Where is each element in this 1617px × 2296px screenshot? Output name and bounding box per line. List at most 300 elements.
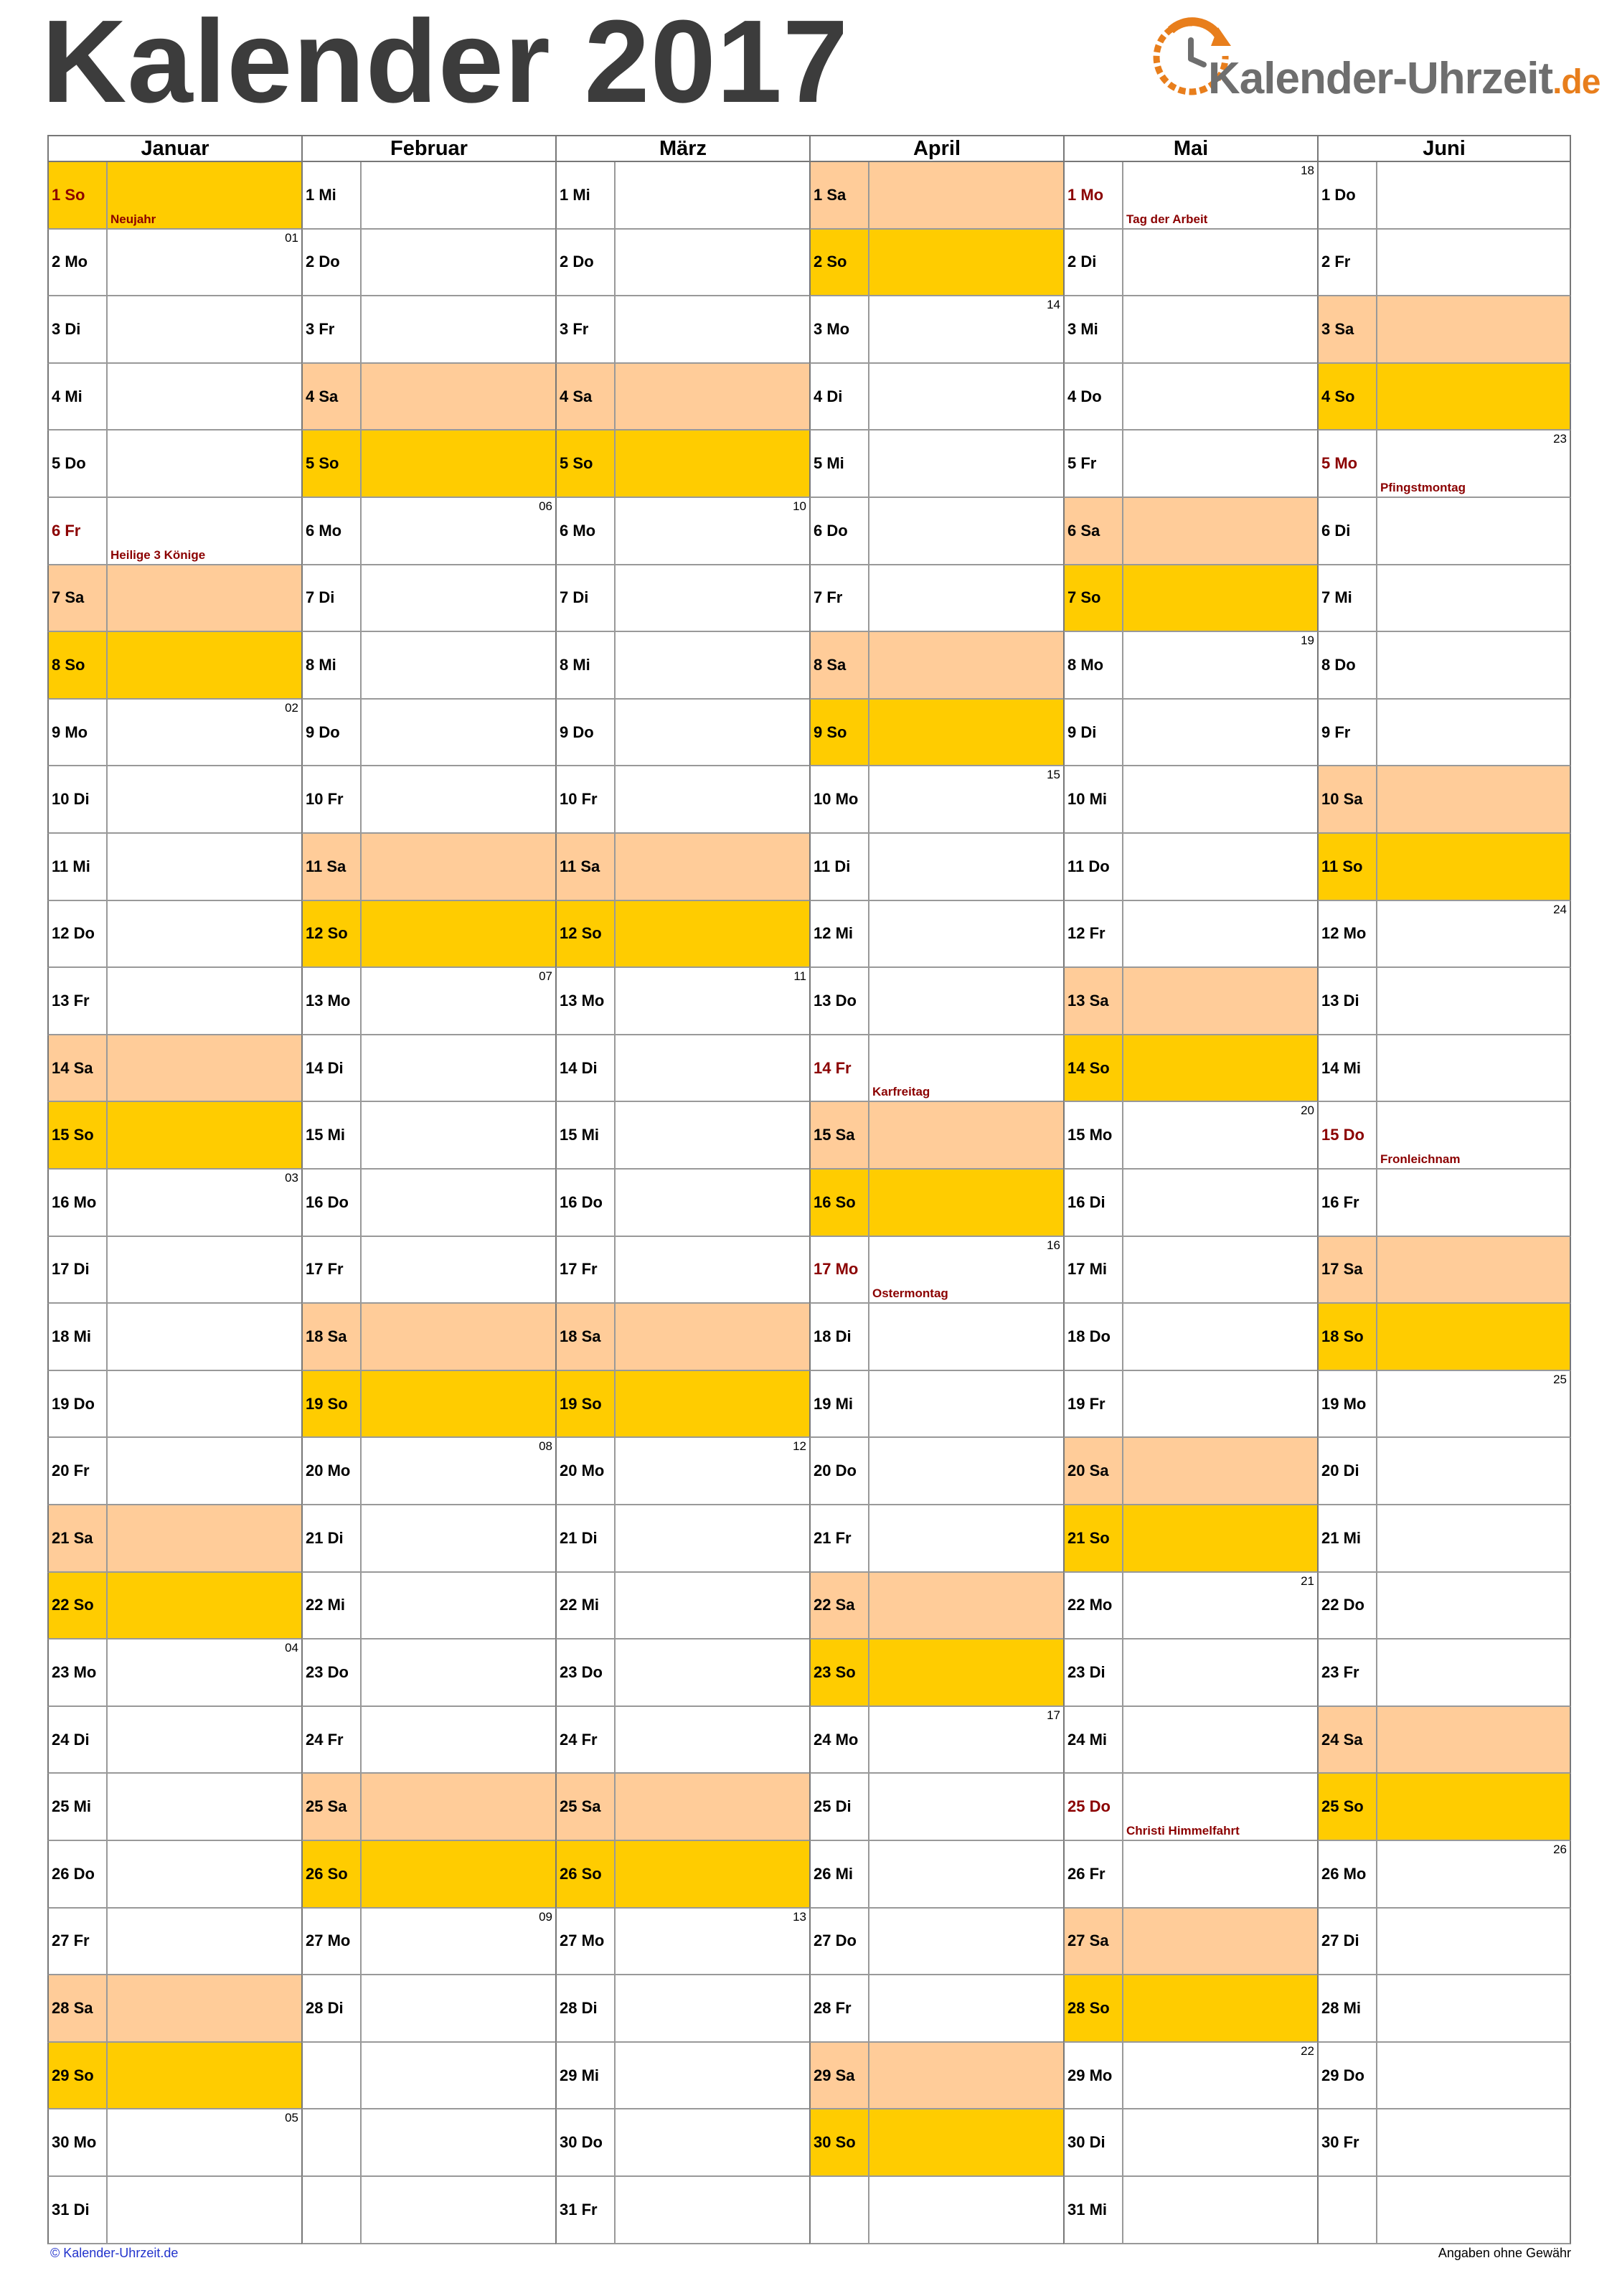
day-label: 6 Sa — [1065, 498, 1123, 564]
day-notes — [616, 1975, 809, 2041]
day-cell[interactable] — [555, 1909, 809, 1976]
day-label: 12 So — [557, 901, 616, 967]
day-label: 14 Di — [303, 1035, 362, 1101]
day-notes — [1123, 1304, 1317, 1370]
day-cell[interactable] — [555, 1639, 809, 1707]
day-cell[interactable] — [1063, 901, 1317, 969]
day-cell[interactable] — [1317, 2177, 1571, 2244]
week-number: 20 — [1301, 1104, 1314, 1118]
day-label: 15 Do — [1319, 1102, 1377, 1168]
day-label: 18 So — [1319, 1304, 1377, 1370]
day-label: 10 Mi — [1065, 766, 1123, 832]
day-notes — [108, 1639, 301, 1705]
day-cell[interactable] — [1063, 1573, 1317, 1640]
day-cell[interactable] — [47, 901, 301, 969]
day-label: 2 Do — [303, 230, 362, 296]
day-cell[interactable] — [1317, 1035, 1571, 1103]
day-cell[interactable] — [1063, 1975, 1317, 2043]
day-cell[interactable] — [47, 700, 301, 767]
day-cell[interactable] — [1063, 632, 1317, 700]
day-cell[interactable] — [555, 296, 809, 364]
day-cell[interactable] — [555, 1774, 809, 1841]
day-notes — [616, 1438, 809, 1504]
day-label: 23 Di — [1065, 1639, 1123, 1705]
day-cell[interactable] — [1063, 1035, 1317, 1103]
day-notes — [869, 364, 1063, 430]
day-cell[interactable] — [1063, 700, 1317, 767]
day-cell[interactable] — [555, 632, 809, 700]
day-cell[interactable] — [1063, 1170, 1317, 1237]
day-notes — [1377, 364, 1570, 430]
day-cell[interactable] — [301, 834, 555, 901]
day-label — [1319, 2177, 1377, 2243]
day-cell[interactable] — [301, 1573, 555, 1640]
day-cell[interactable] — [47, 1774, 301, 1841]
day-cell[interactable] — [301, 1639, 555, 1707]
day-cell[interactable] — [47, 2043, 301, 2110]
day-cell[interactable] — [1317, 968, 1571, 1035]
day-cell[interactable] — [301, 968, 555, 1035]
day-cell[interactable] — [1317, 1505, 1571, 1573]
day-cell[interactable] — [809, 1975, 1063, 2043]
day-cell[interactable] — [809, 1639, 1063, 1707]
day-cell[interactable] — [47, 1102, 301, 1170]
day-cell[interactable] — [1317, 632, 1571, 700]
day-cell[interactable] — [555, 162, 809, 230]
day-cell[interactable] — [47, 162, 301, 230]
day-cell[interactable] — [555, 2043, 809, 2110]
day-notes — [869, 968, 1063, 1034]
day-notes — [869, 1975, 1063, 2041]
day-cell[interactable] — [809, 1438, 1063, 1505]
day-cell[interactable] — [301, 1237, 555, 1304]
day-notes — [1123, 1035, 1317, 1101]
day-cell[interactable] — [809, 1573, 1063, 1640]
day-cell[interactable] — [555, 901, 809, 969]
day-cell[interactable] — [809, 1371, 1063, 1439]
day-cell[interactable] — [301, 1304, 555, 1371]
day-cell[interactable] — [1317, 901, 1571, 969]
day-cell[interactable] — [301, 430, 555, 498]
day-notes — [362, 430, 555, 497]
day-cell[interactable] — [47, 2109, 301, 2177]
disclaimer: Angaben ohne Gewähr — [1438, 2246, 1571, 2260]
day-cell[interactable] — [555, 1170, 809, 1237]
day-label: 8 Mi — [557, 632, 616, 698]
day-notes — [362, 565, 555, 631]
day-notes — [108, 1975, 301, 2041]
day-label: 18 Sa — [557, 1304, 616, 1370]
day-label: 27 Fr — [49, 1909, 108, 1975]
day-notes — [362, 632, 555, 698]
day-cell[interactable] — [47, 2177, 301, 2244]
day-cell[interactable] — [1063, 1371, 1317, 1439]
day-notes — [1123, 1102, 1317, 1168]
day-label: 1 Mi — [303, 162, 362, 228]
day-cell[interactable] — [1063, 1304, 1317, 1371]
day-label: 2 Di — [1065, 230, 1123, 296]
day-cell[interactable] — [301, 632, 555, 700]
day-cell[interactable] — [809, 968, 1063, 1035]
day-cell[interactable] — [47, 230, 301, 297]
day-notes — [616, 1841, 809, 1907]
day-cell[interactable] — [47, 1639, 301, 1707]
day-cell[interactable] — [809, 2043, 1063, 2110]
day-notes — [1123, 565, 1317, 631]
day-notes — [362, 1237, 555, 1303]
day-cell[interactable] — [1317, 1102, 1571, 1170]
day-cell[interactable] — [301, 700, 555, 767]
day-cell[interactable] — [555, 498, 809, 565]
day-cell[interactable] — [1317, 700, 1571, 767]
day-cell[interactable] — [555, 1371, 809, 1439]
day-notes — [869, 901, 1063, 967]
day-cell[interactable] — [47, 1505, 301, 1573]
day-cell[interactable] — [555, 834, 809, 901]
day-notes — [616, 901, 809, 967]
day-cell[interactable] — [555, 1237, 809, 1304]
day-cell[interactable] — [1063, 1102, 1317, 1170]
day-label: 22 Mi — [303, 1573, 362, 1639]
day-cell[interactable] — [809, 2177, 1063, 2244]
day-notes — [1377, 1909, 1570, 1975]
day-cell[interactable] — [809, 498, 1063, 565]
day-label: 6 Do — [811, 498, 869, 564]
day-cell[interactable] — [47, 565, 301, 633]
copyright-link[interactable]: © Kalender-Uhrzeit.de — [50, 2246, 179, 2260]
day-cell[interactable] — [809, 901, 1063, 969]
day-cell[interactable] — [301, 2043, 555, 2110]
day-cell[interactable] — [809, 834, 1063, 901]
day-cell[interactable] — [301, 230, 555, 297]
day-label: 11 Mi — [49, 834, 108, 900]
day-cell[interactable] — [47, 296, 301, 364]
day-cell[interactable] — [301, 1505, 555, 1573]
day-cell[interactable] — [301, 1102, 555, 1170]
day-cell[interactable] — [555, 1304, 809, 1371]
day-cell[interactable] — [301, 498, 555, 565]
week-number: 04 — [285, 1641, 298, 1655]
day-label: 3 Fr — [557, 296, 616, 362]
day-notes — [108, 1102, 301, 1168]
day-label: 20 Mo — [557, 1438, 616, 1504]
day-cell[interactable] — [47, 498, 301, 565]
day-label: 20 Mo — [303, 1438, 362, 1504]
day-cell[interactable] — [301, 1707, 555, 1774]
day-label: 22 Sa — [811, 1573, 869, 1639]
day-cell[interactable] — [1063, 1707, 1317, 1774]
day-notes — [108, 968, 301, 1034]
day-notes — [1377, 968, 1570, 1034]
day-cell[interactable] — [555, 1035, 809, 1103]
day-cell[interactable] — [301, 1774, 555, 1841]
day-cell[interactable] — [1317, 1573, 1571, 1640]
day-cell[interactable] — [809, 2109, 1063, 2177]
day-notes — [1123, 1237, 1317, 1303]
day-cell[interactable] — [301, 364, 555, 431]
day-label: 1 Mo — [1065, 162, 1123, 228]
day-cell[interactable] — [1063, 1505, 1317, 1573]
day-cell[interactable] — [1063, 162, 1317, 230]
day-cell[interactable] — [1317, 766, 1571, 834]
day-notes — [869, 1170, 1063, 1236]
day-cell[interactable] — [1063, 565, 1317, 633]
day-cell[interactable] — [47, 766, 301, 834]
day-label: 21 Di — [557, 1505, 616, 1571]
day-cell[interactable] — [301, 766, 555, 834]
day-cell[interactable] — [555, 430, 809, 498]
day-cell[interactable] — [47, 1170, 301, 1237]
day-cell[interactable] — [1063, 1438, 1317, 1505]
day-cell[interactable] — [47, 1909, 301, 1976]
logo-name: Kalender-Uhrzeit — [1208, 54, 1553, 103]
day-cell[interactable] — [301, 296, 555, 364]
week-number: 23 — [1553, 432, 1567, 446]
day-label: 4 Di — [811, 364, 869, 430]
day-notes — [1377, 901, 1570, 967]
day-cell[interactable] — [1317, 565, 1571, 633]
day-notes — [869, 1909, 1063, 1975]
day-cell[interactable] — [809, 565, 1063, 633]
holiday-name: Pfingstmontag — [1380, 480, 1466, 494]
day-cell[interactable] — [809, 766, 1063, 834]
day-cell[interactable] — [47, 1237, 301, 1304]
day-cell[interactable] — [47, 1975, 301, 2043]
day-cell[interactable] — [301, 2109, 555, 2177]
day-notes — [869, 1841, 1063, 1907]
day-cell[interactable] — [301, 1170, 555, 1237]
day-cell[interactable] — [1063, 296, 1317, 364]
day-label: 5 Fr — [1065, 430, 1123, 497]
day-notes — [616, 2177, 809, 2243]
day-cell[interactable] — [1317, 2043, 1571, 2110]
day-cell[interactable] — [1317, 1774, 1571, 1841]
day-cell[interactable] — [47, 1371, 301, 1439]
day-label: 5 Mi — [811, 430, 869, 497]
day-cell[interactable] — [47, 834, 301, 901]
day-label: 9 Di — [1065, 700, 1123, 766]
day-cell[interactable] — [47, 1707, 301, 1774]
day-cell[interactable] — [301, 1438, 555, 1505]
day-label — [303, 2109, 362, 2175]
day-cell[interactable] — [809, 1304, 1063, 1371]
day-cell[interactable] — [1317, 1909, 1571, 1976]
day-cell[interactable] — [1317, 1707, 1571, 1774]
day-cell[interactable] — [809, 632, 1063, 700]
day-notes — [869, 1438, 1063, 1504]
day-notes — [1123, 1639, 1317, 1705]
day-cell[interactable] — [555, 1707, 809, 1774]
day-cell[interactable] — [1317, 430, 1571, 498]
day-cell[interactable] — [1317, 1639, 1571, 1707]
day-label: 10 Sa — [1319, 766, 1377, 832]
day-cell[interactable] — [301, 1371, 555, 1439]
day-cell[interactable] — [47, 968, 301, 1035]
day-cell[interactable] — [555, 700, 809, 767]
day-cell[interactable] — [809, 1237, 1063, 1304]
day-cell[interactable] — [809, 364, 1063, 431]
day-cell[interactable] — [301, 1841, 555, 1909]
day-notes — [1377, 1371, 1570, 1437]
day-cell[interactable] — [809, 1909, 1063, 1976]
day-notes — [616, 834, 809, 900]
day-label: 16 Do — [557, 1170, 616, 1236]
day-label: 28 Sa — [49, 1975, 108, 2041]
day-cell[interactable] — [1063, 834, 1317, 901]
day-notes — [616, 430, 809, 497]
day-cell[interactable] — [809, 1841, 1063, 1909]
day-label: 24 Sa — [1319, 1707, 1377, 1773]
day-cell[interactable] — [1063, 430, 1317, 498]
day-cell[interactable] — [555, 1975, 809, 2043]
day-cell[interactable] — [1063, 364, 1317, 431]
day-cell[interactable] — [809, 162, 1063, 230]
day-cell[interactable] — [809, 1707, 1063, 1774]
day-cell[interactable] — [555, 1505, 809, 1573]
day-cell[interactable] — [809, 1505, 1063, 1573]
day-cell[interactable] — [1317, 364, 1571, 431]
day-cell[interactable] — [1317, 296, 1571, 364]
day-cell[interactable] — [1317, 834, 1571, 901]
day-cell[interactable] — [47, 364, 301, 431]
day-label: 24 Di — [49, 1707, 108, 1773]
day-cell[interactable] — [809, 1102, 1063, 1170]
day-cell[interactable] — [47, 430, 301, 498]
day-cell[interactable] — [1063, 1841, 1317, 1909]
day-cell[interactable] — [555, 766, 809, 834]
month-header: Februar — [301, 135, 555, 162]
day-cell[interactable] — [47, 1304, 301, 1371]
day-cell[interactable] — [1317, 1237, 1571, 1304]
day-cell[interactable] — [809, 1170, 1063, 1237]
day-cell[interactable] — [809, 230, 1063, 297]
day-cell[interactable] — [809, 1035, 1063, 1103]
day-notes — [108, 1438, 301, 1504]
day-cell[interactable] — [47, 1438, 301, 1505]
day-cell[interactable] — [301, 1035, 555, 1103]
week-number: 25 — [1553, 1372, 1567, 1386]
day-cell[interactable] — [555, 1573, 809, 1640]
day-label: 5 So — [303, 430, 362, 497]
day-notes — [616, 565, 809, 631]
day-label: 14 So — [1065, 1035, 1123, 1101]
day-cell[interactable] — [1317, 1304, 1571, 1371]
day-label: 26 So — [303, 1841, 362, 1907]
day-cell[interactable] — [555, 1102, 809, 1170]
day-cell[interactable] — [1317, 1438, 1571, 1505]
day-cell[interactable] — [1317, 2109, 1571, 2177]
day-cell[interactable] — [1063, 2177, 1317, 2244]
day-cell[interactable] — [809, 1774, 1063, 1841]
day-label: 24 Mo — [811, 1707, 869, 1773]
day-cell[interactable] — [301, 565, 555, 633]
day-label: 25 Do — [1065, 1774, 1123, 1840]
day-cell[interactable] — [555, 364, 809, 431]
day-cell[interactable] — [1317, 162, 1571, 230]
day-notes — [362, 1975, 555, 2041]
day-cell[interactable] — [555, 1841, 809, 1909]
day-cell[interactable] — [301, 2177, 555, 2244]
day-cell[interactable] — [1063, 1909, 1317, 1976]
day-label: 24 Fr — [303, 1707, 362, 1773]
day-label: 19 So — [557, 1371, 616, 1437]
day-label: 26 Mi — [811, 1841, 869, 1907]
day-notes — [869, 1237, 1063, 1303]
day-cell[interactable] — [809, 700, 1063, 767]
day-cell[interactable] — [1063, 498, 1317, 565]
day-cell[interactable] — [47, 632, 301, 700]
day-cell[interactable] — [47, 1573, 301, 1640]
day-notes — [1377, 632, 1570, 698]
day-cell[interactable] — [47, 1035, 301, 1103]
day-cell[interactable] — [555, 968, 809, 1035]
day-cell[interactable] — [555, 230, 809, 297]
day-cell[interactable] — [1317, 1841, 1571, 1909]
day-cell[interactable] — [1317, 1975, 1571, 2043]
day-cell[interactable] — [1063, 2109, 1317, 2177]
week-number: 10 — [793, 499, 806, 513]
day-label: 4 Sa — [303, 364, 362, 430]
day-cell[interactable] — [1317, 498, 1571, 565]
day-notes — [1377, 834, 1570, 900]
day-notes — [869, 498, 1063, 564]
day-label: 4 Sa — [557, 364, 616, 430]
day-label: 2 Do — [557, 230, 616, 296]
day-cell[interactable] — [301, 162, 555, 230]
day-notes — [1123, 498, 1317, 564]
day-cell[interactable] — [301, 901, 555, 969]
day-cell[interactable] — [301, 1975, 555, 2043]
day-notes — [1123, 1371, 1317, 1437]
day-cell[interactable] — [1063, 230, 1317, 297]
day-cell[interactable] — [1317, 1371, 1571, 1439]
day-cell[interactable] — [1063, 1237, 1317, 1304]
day-notes — [362, 1841, 555, 1907]
day-notes — [108, 1774, 301, 1840]
day-cell[interactable] — [1063, 968, 1317, 1035]
day-cell[interactable] — [1063, 1639, 1317, 1707]
day-notes — [1377, 2177, 1570, 2243]
day-cell[interactable] — [555, 565, 809, 633]
day-cell[interactable] — [1317, 1170, 1571, 1237]
day-cell[interactable] — [1317, 230, 1571, 297]
day-notes — [869, 700, 1063, 766]
week-number: 12 — [793, 1439, 806, 1454]
day-notes — [616, 296, 809, 362]
day-cell[interactable] — [555, 1438, 809, 1505]
holiday-name: Fronleichnam — [1380, 1152, 1461, 1166]
day-label: 16 Do — [303, 1170, 362, 1236]
day-notes — [108, 766, 301, 832]
day-cell[interactable] — [301, 1909, 555, 1976]
day-cell[interactable] — [1063, 766, 1317, 834]
day-cell[interactable] — [47, 1841, 301, 1909]
day-label: 13 Do — [811, 968, 869, 1034]
day-cell[interactable] — [1063, 2043, 1317, 2110]
day-cell[interactable] — [555, 2177, 809, 2244]
day-notes — [616, 1774, 809, 1840]
day-cell[interactable] — [1063, 1774, 1317, 1841]
day-label: 30 Mo — [49, 2109, 108, 2175]
day-label — [303, 2043, 362, 2109]
site-logo[interactable] — [1149, 14, 1600, 108]
day-label: 31 Di — [49, 2177, 108, 2243]
day-cell[interactable] — [809, 296, 1063, 364]
day-cell[interactable] — [555, 2109, 809, 2177]
day-notes — [362, 1774, 555, 1840]
day-cell[interactable] — [809, 430, 1063, 498]
day-label: 23 Do — [303, 1639, 362, 1705]
